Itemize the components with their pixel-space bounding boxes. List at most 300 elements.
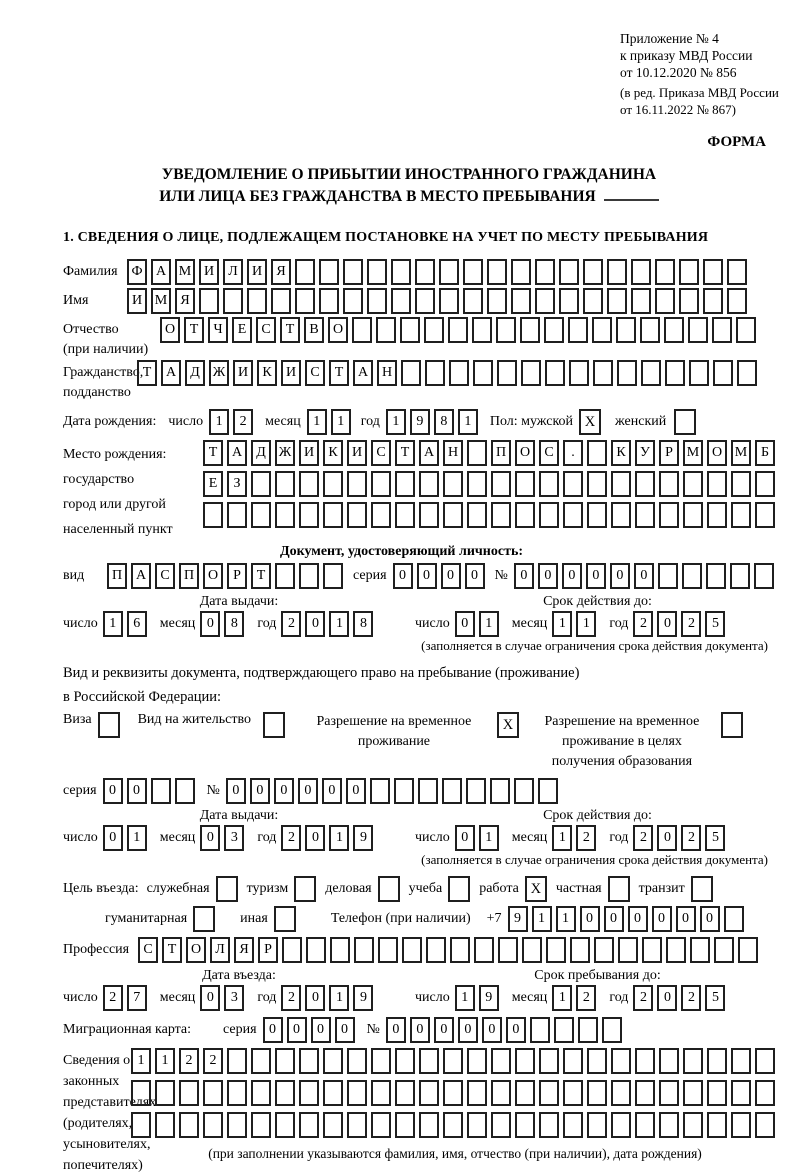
doc-expiry-year-cells[interactable] [633,611,729,637]
cell[interactable] [394,778,414,804]
cell[interactable] [683,471,703,497]
cell[interactable] [275,1112,295,1138]
cell[interactable] [449,360,469,386]
cell[interactable]: С [256,317,276,343]
cell[interactable] [755,1048,775,1074]
cell[interactable] [275,502,295,528]
cell[interactable] [419,1048,439,1074]
cell[interactable]: 1 [307,409,327,435]
cell[interactable] [179,1080,199,1106]
cell[interactable] [371,1048,391,1074]
migration-number-cells[interactable] [386,1017,626,1043]
cell[interactable] [688,317,708,343]
cell[interactable]: 1 [576,611,596,637]
cell[interactable] [155,1080,175,1106]
cell[interactable] [690,937,710,963]
cell[interactable]: Т [137,360,157,386]
cell[interactable]: 2 [203,1048,223,1074]
cell[interactable] [275,563,295,589]
cell[interactable] [347,471,367,497]
cell[interactable]: 9 [508,906,528,932]
cell[interactable] [378,937,398,963]
representatives-cells-row-1[interactable] [131,1048,779,1074]
cell[interactable] [713,360,733,386]
cell[interactable] [391,259,411,285]
cell[interactable]: 1 [479,611,499,637]
cell[interactable]: 2 [103,985,123,1011]
cell[interactable]: Р [659,440,679,466]
cell[interactable] [450,937,470,963]
cell[interactable] [738,937,758,963]
cell[interactable] [731,502,751,528]
doc-series-cells[interactable] [393,563,489,589]
cell[interactable]: Т [251,563,271,589]
cell[interactable] [539,1112,559,1138]
cell[interactable]: 0 [200,985,220,1011]
cell[interactable] [467,1080,487,1106]
cell[interactable]: О [515,440,535,466]
cell[interactable]: Л [210,937,230,963]
doc-issue-day-cells[interactable] [103,611,151,637]
cell[interactable] [319,259,339,285]
cell[interactable] [587,440,607,466]
cell[interactable] [175,778,195,804]
cell[interactable] [563,502,583,528]
purpose-other-checkbox[interactable] [274,906,296,932]
cell[interactable] [594,937,614,963]
cell[interactable]: А [131,563,151,589]
cell[interactable] [659,1048,679,1074]
cell[interactable]: 2 [576,825,596,851]
cell[interactable]: 0 [305,611,325,637]
cell[interactable] [463,259,483,285]
cell[interactable]: 8 [434,409,454,435]
cell[interactable]: 0 [417,563,437,589]
cell[interactable] [419,502,439,528]
cell[interactable]: 1 [552,985,572,1011]
cell[interactable]: Н [443,440,463,466]
cell[interactable] [755,471,775,497]
cell[interactable] [635,1048,655,1074]
cell[interactable] [439,288,459,314]
cell[interactable]: 1 [386,409,406,435]
cell[interactable] [371,502,391,528]
cell[interactable]: 2 [633,825,653,851]
cell[interactable] [602,1017,622,1043]
cell[interactable] [395,502,415,528]
cell[interactable]: 0 [311,1017,331,1043]
cell[interactable] [727,288,747,314]
cell[interactable]: 9 [479,985,499,1011]
cell[interactable] [323,1048,343,1074]
cell[interactable] [607,259,627,285]
birth-place-cells-row-3[interactable] [203,502,779,528]
cell[interactable] [640,317,660,343]
cell[interactable] [707,1112,727,1138]
cell[interactable]: 1 [532,906,552,932]
cell[interactable]: С [539,440,559,466]
cell[interactable] [395,1112,415,1138]
cell[interactable] [563,1112,583,1138]
cell[interactable] [538,778,558,804]
cell[interactable] [463,288,483,314]
cell[interactable] [402,937,422,963]
cell[interactable]: 1 [458,409,478,435]
cell[interactable]: З [227,471,247,497]
cell[interactable]: М [731,440,751,466]
cell[interactable] [754,563,774,589]
cell[interactable] [689,360,709,386]
cell[interactable] [425,360,445,386]
cell[interactable] [592,317,612,343]
cell[interactable] [487,288,507,314]
cell[interactable] [731,1048,751,1074]
cell[interactable]: Л [223,259,243,285]
residence-permit-checkbox[interactable] [263,712,285,738]
cell[interactable] [737,360,757,386]
cell[interactable] [419,471,439,497]
cell[interactable]: А [151,259,171,285]
cell[interactable] [554,1017,574,1043]
cell[interactable] [467,1112,487,1138]
cell[interactable] [299,1048,319,1074]
cell[interactable] [539,1048,559,1074]
citizenship-cells[interactable] [137,360,761,386]
cell[interactable] [707,1080,727,1106]
purpose-official-checkbox[interactable] [216,876,238,902]
cell[interactable] [424,317,444,343]
representatives-cells-row-2[interactable] [131,1080,779,1106]
residence-expiry-year-cells[interactable] [633,825,729,851]
cell[interactable]: 1 [155,1048,175,1074]
cell[interactable]: 0 [393,563,413,589]
stay-day-cells[interactable] [455,985,503,1011]
cell[interactable] [203,502,223,528]
cell[interactable] [347,1112,367,1138]
cell[interactable] [330,937,350,963]
cell[interactable] [755,1080,775,1106]
cell[interactable]: Т [395,440,415,466]
cell[interactable] [491,502,511,528]
cell[interactable] [658,563,678,589]
cell[interactable]: П [107,563,127,589]
cell[interactable]: 0 [305,825,325,851]
profession-cells[interactable] [138,937,762,963]
cell[interactable] [683,1080,703,1106]
cell[interactable] [679,288,699,314]
cell[interactable]: 8 [353,611,373,637]
representatives-cells-row-3[interactable] [131,1112,779,1138]
cell[interactable] [347,1080,367,1106]
cell[interactable] [539,471,559,497]
cell[interactable] [467,1048,487,1074]
residence-series-cells[interactable] [103,778,199,804]
cell[interactable] [707,502,727,528]
cell[interactable] [607,288,627,314]
cell[interactable] [755,1112,775,1138]
cell[interactable]: 0 [634,563,654,589]
cell[interactable]: 0 [657,825,677,851]
cell[interactable]: 2 [681,611,701,637]
cell[interactable]: 0 [410,1017,430,1043]
cell[interactable]: 0 [652,906,672,932]
purpose-tourism-checkbox[interactable] [294,876,316,902]
cell[interactable] [467,471,487,497]
cell[interactable] [520,317,540,343]
cell[interactable]: И [347,440,367,466]
cell[interactable] [593,360,613,386]
cell[interactable] [611,1048,631,1074]
cell[interactable]: О [707,440,727,466]
cell[interactable] [683,502,703,528]
cell[interactable] [299,502,319,528]
cell[interactable] [511,288,531,314]
cell[interactable]: Р [227,563,247,589]
cell[interactable] [545,360,565,386]
cell[interactable] [367,288,387,314]
visa-checkbox[interactable] [98,712,120,738]
cell[interactable] [443,1048,463,1074]
cell[interactable] [635,1112,655,1138]
cell[interactable]: 0 [298,778,318,804]
purpose-study-checkbox[interactable] [448,876,470,902]
cell[interactable] [683,1048,703,1074]
cell[interactable] [251,1048,271,1074]
cell[interactable] [419,1112,439,1138]
cell[interactable] [515,471,535,497]
cell[interactable]: 2 [633,985,653,1011]
cell[interactable]: 1 [552,611,572,637]
doc-expiry-month-cells[interactable] [552,611,600,637]
cell[interactable] [275,1080,295,1106]
cell[interactable]: 0 [676,906,696,932]
cell[interactable] [343,288,363,314]
cell[interactable] [563,471,583,497]
cell[interactable]: О [203,563,223,589]
cell[interactable] [323,1112,343,1138]
cell[interactable] [371,1080,391,1106]
residence-number-cells[interactable] [226,778,562,804]
cell[interactable]: Д [185,360,205,386]
cell[interactable] [391,288,411,314]
cell[interactable]: 9 [353,825,373,851]
cell[interactable] [631,288,651,314]
purpose-humanitarian-checkbox[interactable] [193,906,215,932]
cell[interactable]: У [635,440,655,466]
cell[interactable] [203,1112,223,1138]
cell[interactable] [727,259,747,285]
cell[interactable] [275,1048,295,1074]
cell[interactable] [569,360,589,386]
cell[interactable] [275,471,295,497]
cell[interactable] [472,317,492,343]
cell[interactable]: 2 [179,1048,199,1074]
cell[interactable] [151,778,171,804]
cell[interactable]: К [257,360,277,386]
cell[interactable] [491,1048,511,1074]
cell[interactable]: И [233,360,253,386]
cell[interactable] [539,1080,559,1106]
cell[interactable] [611,1080,631,1106]
cell[interactable] [367,259,387,285]
cell[interactable] [659,471,679,497]
cell[interactable]: 1 [552,825,572,851]
cell[interactable]: 3 [224,985,244,1011]
cell[interactable]: 0 [287,1017,307,1043]
cell[interactable] [587,1112,607,1138]
doc-expiry-day-cells[interactable] [455,611,503,637]
cell[interactable] [131,1112,151,1138]
cell[interactable] [466,778,486,804]
cell[interactable]: Т [329,360,349,386]
cell[interactable] [299,471,319,497]
cell[interactable]: 1 [455,985,475,1011]
cell[interactable] [683,1112,703,1138]
birth-place-cells-row-1[interactable] [203,440,779,466]
cell[interactable]: 0 [346,778,366,804]
cell[interactable] [755,502,775,528]
cell[interactable]: 1 [329,985,349,1011]
cell[interactable]: Ж [209,360,229,386]
cell[interactable]: С [371,440,391,466]
cell[interactable] [319,288,339,314]
cell[interactable] [271,288,291,314]
cell[interactable] [343,259,363,285]
cell[interactable]: Е [232,317,252,343]
cell[interactable] [419,1080,439,1106]
doc-number-cells[interactable] [514,563,778,589]
cell[interactable] [583,288,603,314]
cell[interactable] [426,937,446,963]
cell[interactable] [371,471,391,497]
cell[interactable] [203,1080,223,1106]
cell[interactable]: Ф [127,259,147,285]
stay-year-cells[interactable] [633,985,729,1011]
cell[interactable] [299,1080,319,1106]
cell[interactable] [535,259,555,285]
cell[interactable]: 0 [604,906,624,932]
cell[interactable]: И [299,440,319,466]
stay-month-cells[interactable] [552,985,600,1011]
cell[interactable]: Т [184,317,204,343]
cell[interactable] [642,937,662,963]
cell[interactable] [539,502,559,528]
cell[interactable] [347,502,367,528]
cell[interactable]: 0 [538,563,558,589]
cell[interactable] [544,317,564,343]
purpose-private-checkbox[interactable] [608,876,630,902]
residence-issue-month-cells[interactable] [200,825,248,851]
cell[interactable]: 0 [506,1017,526,1043]
cell[interactable] [497,360,517,386]
cell[interactable]: 0 [455,611,475,637]
cell[interactable] [578,1017,598,1043]
cell[interactable]: В [304,317,324,343]
cell[interactable]: Я [234,937,254,963]
cell[interactable]: С [138,937,158,963]
birth-day-cells[interactable] [209,409,257,435]
cell[interactable] [665,360,685,386]
cell[interactable] [707,1048,727,1074]
cell[interactable] [583,259,603,285]
cell[interactable] [515,1048,535,1074]
doc-kind-cells[interactable] [107,563,347,589]
cell[interactable] [247,288,267,314]
cell[interactable] [442,778,462,804]
cell[interactable] [251,502,271,528]
cell[interactable]: 0 [465,563,485,589]
cell[interactable]: 0 [657,985,677,1011]
cell[interactable] [515,502,535,528]
cell[interactable] [714,937,734,963]
cell[interactable] [467,440,487,466]
cell[interactable]: А [419,440,439,466]
cell[interactable]: Д [251,440,271,466]
cell[interactable] [655,288,675,314]
cell[interactable]: П [491,440,511,466]
doc-issue-year-cells[interactable] [281,611,377,637]
given-name-cells[interactable] [127,288,751,314]
cell[interactable]: М [175,259,195,285]
cell[interactable] [354,937,374,963]
cell[interactable]: 0 [580,906,600,932]
cell[interactable]: Н [377,360,397,386]
cell[interactable] [227,1112,247,1138]
cell[interactable] [587,1080,607,1106]
cell[interactable]: 9 [410,409,430,435]
cell[interactable] [611,471,631,497]
cell[interactable] [659,1112,679,1138]
cell[interactable] [611,502,631,528]
cell[interactable] [251,471,271,497]
cell[interactable] [400,317,420,343]
cell[interactable] [474,937,494,963]
surname-cells[interactable] [127,259,751,285]
cell[interactable] [295,259,315,285]
cell[interactable] [131,1080,151,1106]
cell[interactable]: 2 [233,409,253,435]
cell[interactable]: Я [271,259,291,285]
cell[interactable] [730,563,750,589]
entry-year-cells[interactable] [281,985,377,1011]
residence-issue-day-cells[interactable] [103,825,151,851]
birth-year-cells[interactable] [386,409,482,435]
cell[interactable] [415,288,435,314]
cell[interactable] [323,1080,343,1106]
cell[interactable]: 5 [705,985,725,1011]
cell[interactable]: . [563,440,583,466]
cell[interactable]: 0 [322,778,342,804]
cell[interactable] [227,1080,247,1106]
cell[interactable] [395,471,415,497]
cell[interactable]: 2 [281,825,301,851]
cell[interactable] [515,1080,535,1106]
cell[interactable]: 0 [434,1017,454,1043]
cell[interactable]: 0 [200,825,220,851]
cell[interactable] [295,288,315,314]
cell[interactable]: 1 [131,1048,151,1074]
cell[interactable]: 0 [700,906,720,932]
cell[interactable] [706,563,726,589]
cell[interactable] [559,259,579,285]
cell[interactable] [736,317,756,343]
cell[interactable]: 1 [329,611,349,637]
cell[interactable] [323,563,343,589]
cell[interactable] [682,563,702,589]
cell[interactable] [617,360,637,386]
residence-issue-year-cells[interactable] [281,825,377,851]
cell[interactable] [616,317,636,343]
